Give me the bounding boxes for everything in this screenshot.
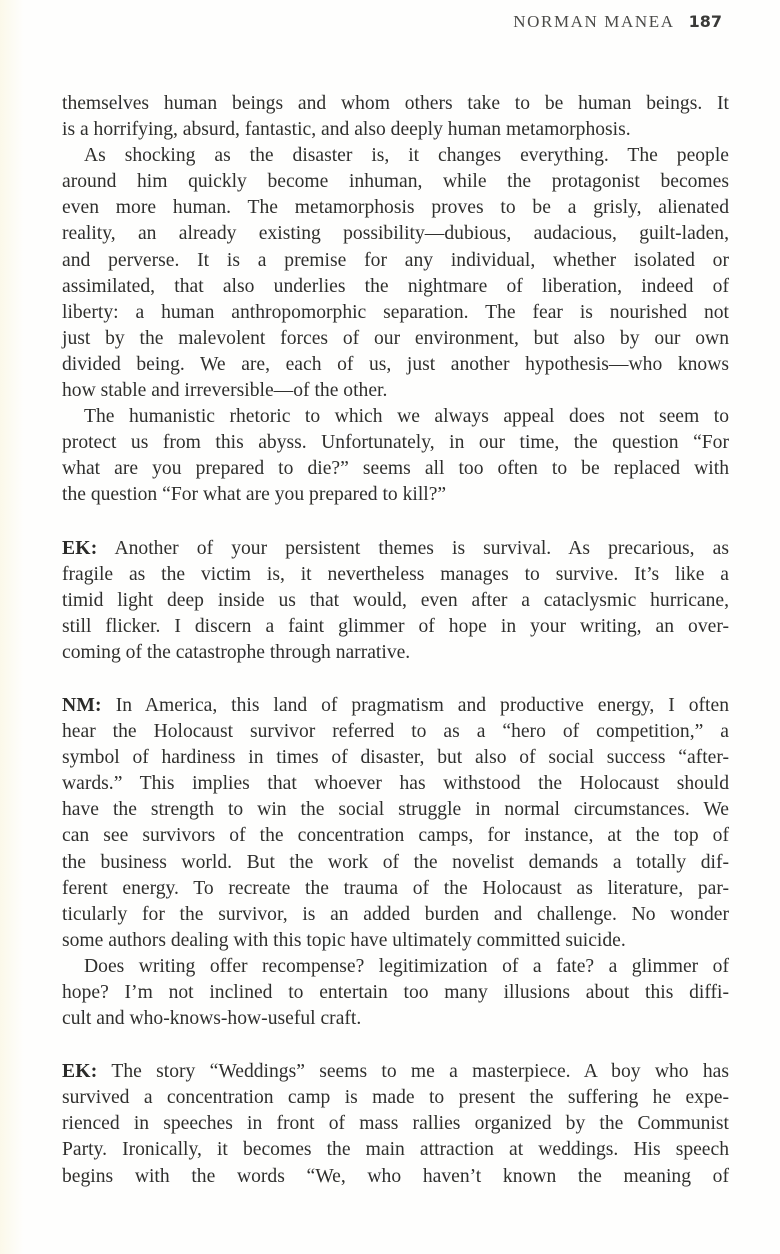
text-line: just by the malevolent forces of our environment, but also by our own: [62, 327, 729, 349]
dialogue-paragraph: [62, 1059, 729, 1189]
text-line: protect us from this abyss. Unfortunately, in our time, the question “For: [62, 432, 729, 454]
text-line: [62, 536, 729, 562]
text-line: have the strength to win the social struggle in normal circumstances. We: [62, 799, 729, 821]
text-line: liberty: a human anthropomorphic separation. The fear is nourished not: [62, 301, 729, 323]
text-line: what are you prepared to die?” seems all too often to be replaced with: [62, 458, 729, 480]
running-head-title: NORMAN MANEA: [513, 12, 675, 31]
text-line: hear the Holocaust survivor referred to as a “hero of competition,” a: [62, 721, 729, 743]
text-line: ferent energy. To recreate the trauma of the Holocaust as literature, par-: [62, 877, 729, 899]
line-text: The story “Weddings” seems to me a masterpiece. A boy who has: [111, 1061, 730, 1083]
text-line: The humanistic rhetoric to which we always appeal does not seem to: [84, 406, 729, 428]
text-line: symbol of hardiness in times of disaster, but also of social success “after-: [62, 747, 729, 769]
text-line: ticularly for the survivor, is an added burden and challenge. No wonder: [62, 903, 729, 925]
text-line: divided being. We are, each of us, just another hypothesis—who knows: [62, 353, 729, 375]
speaker-label: NM:: [62, 694, 102, 716]
text-line: fragile as the victim is, it nevertheless manages to survive. It’s like a: [62, 563, 729, 585]
body-text: [62, 91, 729, 1190]
text-line: still flicker. I discern a faint glimmer of hope in your writing, an over-: [62, 615, 729, 637]
text-line: the business world. But the work of the novelist demands a totally dif-: [62, 851, 729, 873]
text-line: the question “For what are you prepared to kill?”: [62, 484, 447, 506]
text-line: [62, 693, 729, 719]
text-line: and perverse. It is a premise for any individual, whether isolated or: [62, 249, 729, 271]
page-number: 187: [688, 12, 722, 31]
text-line: survived a concentration camp is made to present the suffering he expe-: [62, 1087, 729, 1109]
paragraph: [62, 404, 729, 508]
text-line: Party. Ironically, it becomes the main attraction at weddings. His speech: [62, 1139, 729, 1161]
line-text: In America, this land of pragmatism and productive energy, I often: [115, 694, 729, 716]
text-line: assimilated, that also underlies the nightmare of liberation, indeed of: [62, 275, 729, 297]
text-line: coming of the catastrophe through narrative.: [62, 641, 411, 663]
paragraph: [62, 143, 729, 404]
text-line: [62, 1059, 729, 1085]
text-line: wards.” This implies that whoever has withstood the Holocaust should: [62, 773, 729, 795]
text-line: some authors dealing with this topic have ultimately committed suicide.: [62, 929, 626, 951]
page-edge-shading: [0, 0, 24, 1254]
text-line: themselves human beings and whom others take to be human beings. It: [62, 93, 729, 114]
speaker-label: EK:: [62, 1061, 98, 1083]
text-line: timid light deep inside us that would, even after a cataclysmic hurricane,: [62, 589, 729, 611]
dialogue-paragraph: [62, 536, 729, 666]
text-line: can see survivors of the concentration camps, for instance, at the top of: [62, 825, 729, 847]
text-line: As shocking as the disaster is, it changes everything. The people: [84, 145, 729, 167]
text-line: Does writing offer recompense? legitimization of a fate? a glimmer of: [84, 955, 729, 977]
text-line: cult and who-knows-how-useful craft.: [62, 1008, 362, 1030]
text-line: rienced in speeches in front of mass rallies organized by the Communist: [62, 1113, 729, 1135]
text-line: is a horrifying, absurd, fantastic, and also deeply human metamorphosis.: [62, 119, 631, 141]
running-head: [513, 12, 722, 36]
text-line: around him quickly become inhuman, while the protagonist becomes: [62, 171, 729, 193]
text-line: even more human. The metamorphosis proves to be a grisly, alienated: [62, 197, 729, 219]
text-line: reality, an already existing possibility—dubious, audacious, guilt-laden,: [62, 223, 729, 245]
text-line: begins with the words “We, who haven’t known the meaning of: [62, 1165, 729, 1187]
text-line: hope? I’m not inclined to entertain too many illusions about this diffi-: [62, 982, 729, 1003]
paragraph: [62, 91, 729, 143]
paragraph: [62, 954, 729, 1032]
speaker-label: EK:: [62, 537, 98, 559]
dialogue-paragraph: [62, 693, 729, 954]
line-text: Another of your persistent themes is survival. As precarious, as: [114, 537, 729, 559]
text-line: how stable and irreversible—of the other.: [62, 380, 388, 402]
